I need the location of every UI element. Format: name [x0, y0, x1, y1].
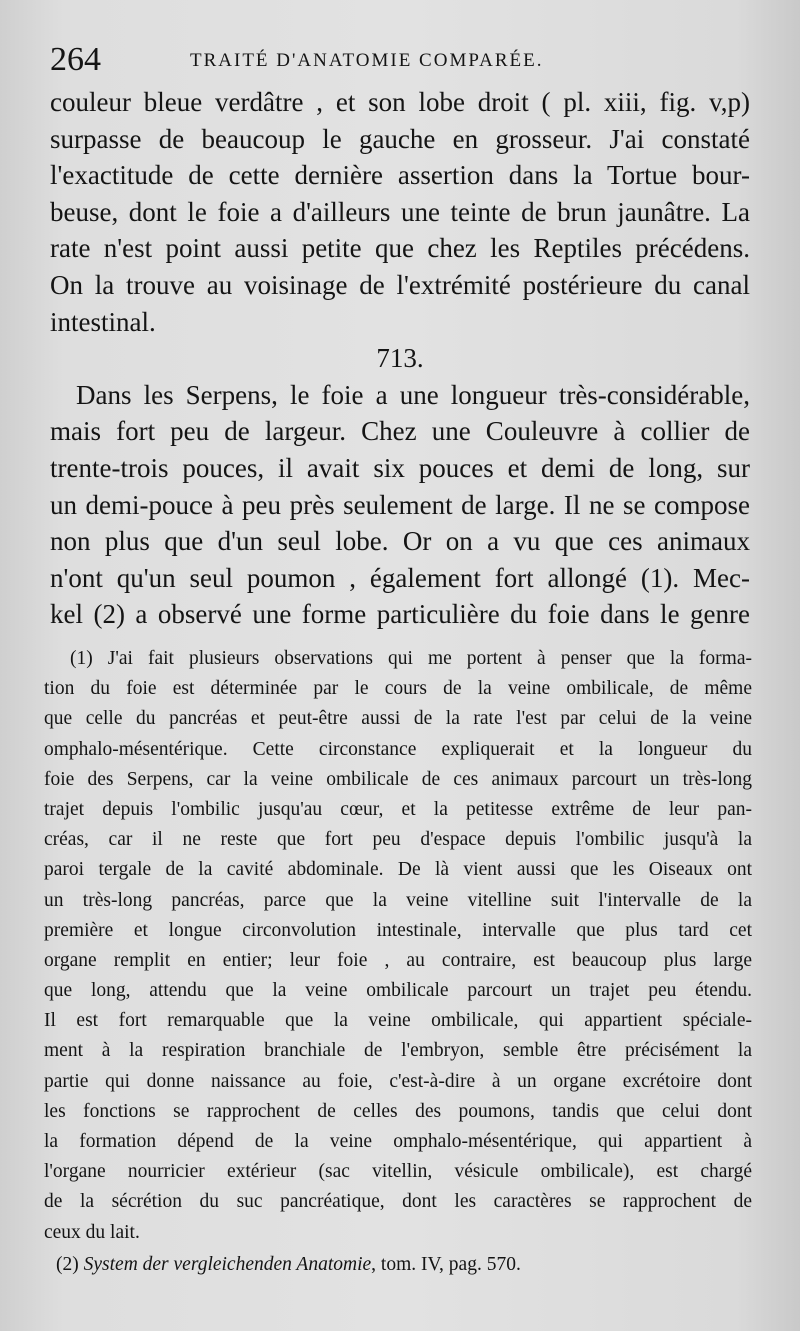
footnote-line: de la sécrétion du suc pancréatique, dont les caractères se rapprochent de	[44, 1191, 752, 1213]
footnote-line: partie qui donne naissance au foie, c'est-à-dire à un organe excrétoire dont	[44, 1070, 752, 1092]
text-line: On la trouve au voisinage de l'extrémité postérieure du canal	[50, 269, 750, 300]
text-line: intestinal.	[50, 306, 156, 337]
footnote-line: un très-long pancréas, parce que la veine vitelline suit l'intervalle de la	[44, 889, 752, 911]
footnote-2-reference: , tom. IV, pag. 570.	[371, 1253, 521, 1275]
text-line: couleur bleue verdâtre , et son lobe droit ( pl. xiii, fig. v,p)	[50, 87, 750, 117]
footnote-line: ceux du lait.	[44, 1221, 140, 1243]
text-line: surpasse de beaucoup le gauche en grosseur. J'ai constaté	[50, 123, 750, 154]
footnote-line: créas, car il ne reste que fort peu d'espace depuis l'ombilic jusqu'à la	[44, 829, 752, 851]
footnotes	[44, 644, 752, 1280]
text-line: beuse, dont le foie a d'ailleurs une teinte de brun jaunâtre. La	[50, 196, 750, 227]
text-line: kel (2) a observé une forme particulière du foie dans le genre	[50, 599, 750, 630]
text-line: trente-trois pouces, il avait six pouces et demi de long, sur	[50, 452, 750, 483]
text-line: rate n'est point aussi petite que chez les Reptiles précédens.	[50, 233, 750, 264]
text-line: n'ont qu'un seul poumon , également fort allongé (1). Mec-	[50, 562, 750, 593]
footnote-2-title: System der vergleichenden Anatomie	[83, 1253, 372, 1275]
footnote-line: que celle du pancréas et peut-être aussi de la rate l'est par celui de la veine	[44, 708, 752, 730]
footnote-line: Il est fort remarquable que la veine ombilicale, qui appartient spéciale-	[44, 1010, 752, 1032]
running-title: TRAITÉ D'ANATOMIE COMPARÉE.	[190, 50, 544, 71]
footnote-line: omphalo-mésentérique. Cette circonstance expliquerait et la longueur du	[44, 738, 752, 760]
footnote-line: les fonctions se rapprochent de celles des poumons, tandis que celui dont	[44, 1100, 752, 1122]
footnote-line: première et longue circonvolution intestinale, intervalle que plus tard cet	[44, 919, 752, 941]
text-line: un demi-pouce à peu près seulement de large. Il ne se compose	[50, 489, 750, 520]
section-number: 713.	[376, 343, 424, 374]
text-line: mais fort peu de largeur. Chez une Couleuvre à collier de	[50, 416, 750, 447]
main-text	[50, 84, 750, 633]
footnote-line: tion du foie est déterminée par le cours de la veine ombilicale, de même	[44, 678, 752, 700]
page-header	[50, 38, 760, 82]
footnote-line: que long, attendu que la veine ombilicale parcourt un trajet peu étendu.	[44, 980, 752, 1002]
footnote-line: paroi tergale de la cavité abdominale. De là vient aussi que les Oiseaux ont	[44, 859, 752, 881]
footnote-2	[44, 1250, 752, 1280]
footnote-line: ment à la respiration branchiale de l'embryon, semble être précisément la	[44, 1040, 752, 1062]
footnote-line: foie des Serpens, car la veine ombilicale de ces animaux parcourt un très-long	[44, 768, 752, 790]
footnote-line: trajet depuis l'ombilic jusqu'au cœur, et la petitesse extrême de leur pan-	[44, 798, 752, 820]
footnote-2-marker: (2)	[56, 1253, 79, 1275]
footnote-line: (1) J'ai fait plusieurs observations qui me portent à penser que la forma-	[70, 648, 752, 669]
text-line: Dans les Serpens, le foie a une longueur très-considérable,	[76, 379, 750, 410]
text-line: non plus que d'un seul lobe. Or on a vu que ces animaux	[50, 526, 750, 557]
footnote-line: organe remplit en entier; leur foie , au contraire, est beaucoup plus large	[44, 949, 752, 971]
page-number: 264	[50, 41, 101, 78]
footnote-line: la formation dépend de la veine omphalo-mésentérique, qui appartient à	[44, 1131, 752, 1152]
footnote-line: l'organe nourricier extérieur (sac vitellin, vésicule ombilicale), est chargé	[44, 1161, 752, 1183]
text-line: l'exactitude de cette dernière assertion dans la Tortue bour-	[50, 160, 750, 191]
